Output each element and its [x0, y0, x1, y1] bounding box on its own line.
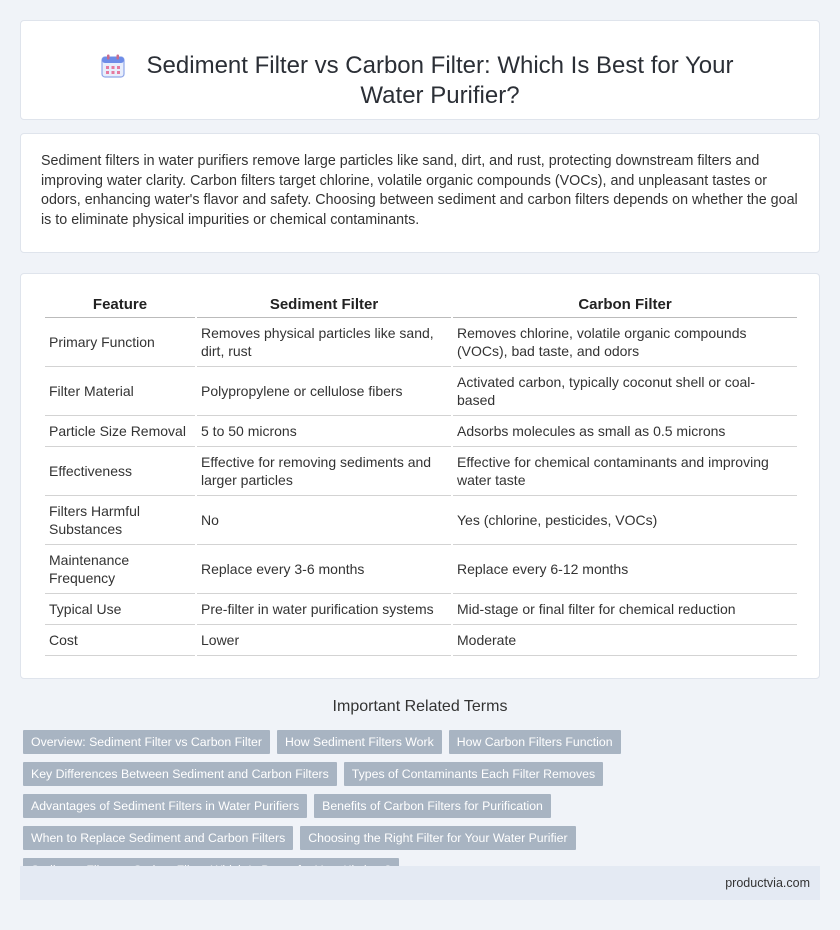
carbon-cell: Adsorbs molecules as small as 0.5 microns: [453, 416, 797, 447]
related-terms-section: [20, 698, 820, 890]
sediment-cell: No: [197, 496, 451, 545]
calendar-icon: [100, 53, 126, 79]
sediment-cell: 5 to 50 microns: [197, 416, 451, 447]
carbon-cell: Activated carbon, typically coconut shell or coal-based: [453, 367, 797, 416]
footer: [20, 866, 820, 900]
sediment-cell: Replace every 3-6 months: [197, 545, 451, 594]
table-row: [45, 594, 797, 625]
feature-cell: Cost: [45, 625, 195, 656]
intro-paragraph: Sediment filters in water purifiers remove large particles like sand, dirt, and rust, protecting downstream filters and improving water clarity. Carbon filters target chlorine, volatile organic compounds (VOCs), and unpleasant tastes or odors, enhancing water's flavor and safety. Choosing between sediment and carbon filters depends on whether the goal is to eliminate physical impurities or chemical contaminants.: [41, 153, 798, 228]
feature-cell: Filters Harmful Substances: [45, 496, 195, 545]
table-header-row: [45, 292, 797, 318]
sediment-cell: Removes physical particles like sand, dirt, rust: [197, 318, 451, 367]
table-row: [45, 496, 797, 545]
sediment-cell: Effective for removing sediments and larger particles: [197, 447, 451, 496]
table-row: [45, 545, 797, 594]
table-row: [45, 367, 797, 416]
carbon-cell: Mid-stage or final filter for chemical reduction: [453, 594, 797, 625]
header-card: [20, 20, 820, 120]
sediment-cell: Polypropylene or cellulose fibers: [197, 367, 451, 416]
related-tag[interactable]: Choosing the Right Filter for Your Water Purifier: [300, 826, 575, 850]
header-sediment-filter: Sediment Filter: [197, 292, 451, 318]
carbon-cell: Yes (chlorine, pesticides, VOCs): [453, 496, 797, 545]
table-row: [45, 447, 797, 496]
related-tag[interactable]: Benefits of Carbon Filters for Purification: [314, 794, 551, 818]
related-tag[interactable]: How Sediment Filters Work: [277, 730, 442, 754]
related-tag[interactable]: Key Differences Between Sediment and Carbon Filters: [23, 762, 337, 786]
related-tag[interactable]: Advantages of Sediment Filters in Water Purifiers: [23, 794, 307, 818]
comparison-table-card: [20, 273, 820, 679]
table-row: [45, 318, 797, 367]
feature-cell: Filter Material: [45, 367, 195, 416]
header-feature: Feature: [45, 292, 195, 318]
carbon-cell: Removes chlorine, volatile organic compounds (VOCs), bad taste, and odors: [453, 318, 797, 367]
related-terms-title: Important Related Terms: [332, 698, 508, 715]
feature-cell: Particle Size Removal: [45, 416, 195, 447]
feature-cell: Effectiveness: [45, 447, 195, 496]
related-tag[interactable]: Overview: Sediment Filter vs Carbon Filter: [23, 730, 270, 754]
sediment-cell: Lower: [197, 625, 451, 656]
related-tag[interactable]: Types of Contaminants Each Filter Removes: [344, 762, 603, 786]
carbon-cell: Moderate: [453, 625, 797, 656]
feature-cell: Primary Function: [45, 318, 195, 367]
carbon-cell: Effective for chemical contaminants and improving water taste: [453, 447, 797, 496]
table-row: [45, 625, 797, 656]
intro-card: [20, 133, 820, 253]
sediment-cell: Pre-filter in water purification systems: [197, 594, 451, 625]
feature-cell: Maintenance Frequency: [45, 545, 195, 594]
comparison-table: [43, 292, 799, 656]
related-tag[interactable]: When to Replace Sediment and Carbon Filters: [23, 826, 293, 850]
related-tag[interactable]: How Carbon Filters Function: [449, 730, 621, 754]
header-carbon-filter: Carbon Filter: [453, 292, 797, 318]
footer-site-name: productvia.com: [725, 876, 810, 890]
table-row: [45, 416, 797, 447]
feature-cell: Typical Use: [45, 594, 195, 625]
carbon-cell: Replace every 6-12 months: [453, 545, 797, 594]
page-title: Sediment Filter vs Carbon Filter: Which Is Best for Your Water Purifier?: [146, 52, 734, 109]
